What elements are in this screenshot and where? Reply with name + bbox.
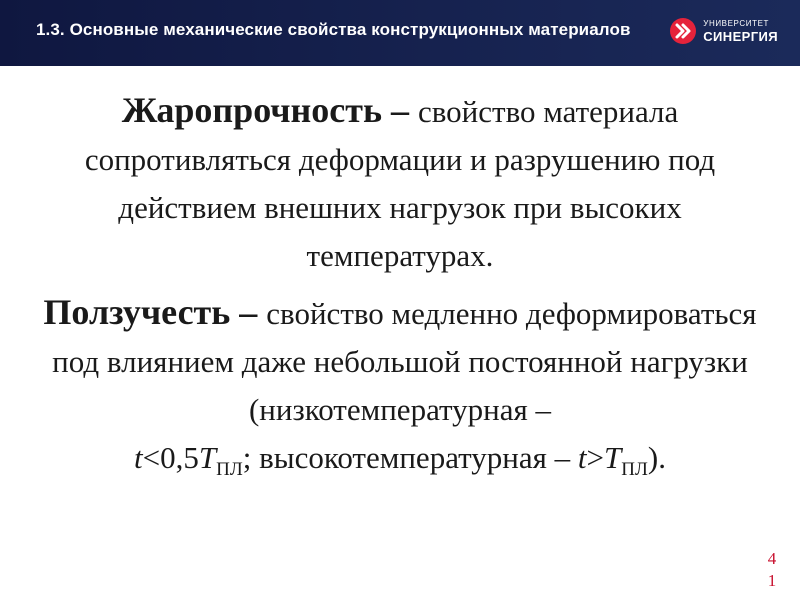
definition-text: свойство медленно деформироваться под влиянием даже небольшой постоянной нагрузки (низкотемпературная – [52, 296, 757, 427]
formula-T: T [604, 440, 622, 475]
formula-T: T [198, 440, 217, 475]
logo-line-synergy: СИНЕРГИЯ [703, 28, 778, 44]
definition-text: свойство материала сопротивляться деформации и разрушению под действием внешних нагрузок при высоких температурах. [84, 94, 716, 273]
formula-subscript: ПЛ [216, 459, 243, 480]
page-number-digit: 1 [767, 571, 777, 590]
formula-end: ). [647, 440, 666, 475]
formula-t: t [134, 440, 143, 475]
creep-formula [134, 440, 666, 480]
slide-title: 1.3. Основные механические свойства конструкционных материалов [36, 20, 631, 39]
formula-t: t [577, 440, 587, 475]
term-dash: – [230, 292, 267, 332]
term-heat-resistance: Жаропрочность [121, 90, 382, 130]
formula-lt: <0,5 [142, 440, 199, 475]
definition-heat-resistance [30, 86, 770, 280]
page-number-digit: 4 [767, 549, 777, 568]
page-number [762, 548, 782, 592]
university-logo [669, 17, 778, 45]
logo-text [703, 20, 778, 43]
definition-creep [30, 288, 770, 482]
synergy-logo-icon [669, 17, 697, 45]
logo-line-university: УНИВЕРСИТЕТ [703, 18, 770, 28]
formula-mid: ; высокотемпературная – [242, 440, 578, 475]
formula-subscript: ПЛ [621, 459, 648, 480]
header-bar [0, 0, 800, 66]
term-dash: – [382, 90, 418, 130]
formula-gt: > [586, 440, 605, 475]
term-creep: Ползучесть [43, 292, 231, 332]
